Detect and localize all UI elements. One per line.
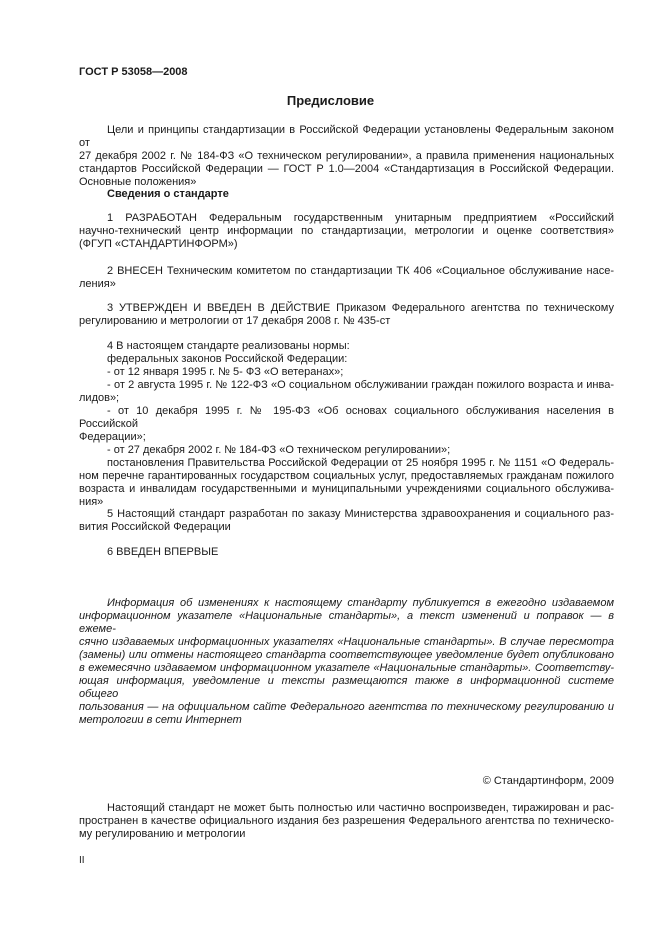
- notice-line: в ежемесячно издаваемом информационном указателе «Национальные стандарты». Соответству-: [79, 662, 614, 674]
- item-4-line: - от 12 января 1995 г. № 5- ФЗ «О ветеранах»;: [107, 366, 344, 378]
- notice-line: (замены) или отмены настоящего стандарта соответствующее уведомление будет опубликовано: [79, 649, 614, 661]
- item-4-line: - от 2 августа 1995 г. № 122-ФЗ «О социальном обслуживании граждан пожилого возраста и инва-: [107, 379, 614, 391]
- item-2-line: ления»: [79, 278, 116, 290]
- page-title: Предисловие: [286, 93, 375, 108]
- item-1-line: (ФГУП «СТАНДАРТИНФОРМ»): [79, 238, 238, 250]
- intro-line: Основные положения»: [79, 176, 197, 188]
- item-2-line: 2 ВНЕСЕН Техническим комитетом по стандартизации ТК 406 «Социальное обслуживание насе-: [107, 265, 614, 277]
- item-4-line: Федерации»;: [79, 431, 146, 443]
- item-2: [79, 265, 614, 291]
- item-5-line: вития Российской Федерации: [79, 521, 231, 533]
- item-1-line: 1 РАЗРАБОТАН Федеральным государственным унитарным предприятием «Российский: [107, 212, 614, 224]
- item-4-line: федеральных законов Российской Федерации:: [107, 353, 348, 365]
- rights-paragraph: [79, 802, 614, 841]
- notice-paragraph: [79, 597, 614, 727]
- item-4-line: ном перечне гарантированных государством социальных услуг, предоставляемых гражданам пожилого: [79, 470, 614, 482]
- intro-line: стандартов Российской Федерации — ГОСТ Р 1.0—2004 «Стандартизация в Российской Федерации.: [79, 163, 614, 175]
- info-heading: Сведения о стандарте: [107, 188, 229, 200]
- standard-header: ГОСТ Р 53058—2008: [79, 66, 188, 78]
- rights-line: му регулированию и метрологии: [79, 828, 246, 840]
- item-4-line: постановления Правительства Российской Федерации от 25 ноября 1995 г. № 1151 «О Федераль-: [107, 457, 614, 469]
- intro-paragraph: [79, 124, 614, 189]
- intro-line: 27 декабря 2002 г. № 184-ФЗ «О техническом регулировании», а правила применения национальных: [79, 150, 614, 162]
- rights-line: Настоящий стандарт не может быть полностью или частично воспроизведен, тиражирован и рас-: [107, 802, 614, 814]
- page-number: II: [79, 855, 85, 866]
- item-4-line: 4 В настоящем стандарте реализованы нормы:: [107, 340, 350, 352]
- notice-line: метрологии в сети Интернет: [79, 714, 242, 726]
- item-3: [79, 302, 614, 328]
- item-4: [79, 340, 614, 509]
- item-1: [79, 212, 614, 251]
- item-4-line: возраста и инвалидам государственными и муниципальными учреждениями социального обслужива-: [79, 483, 614, 495]
- copyright-notice: © Стандартинформ, 2009: [482, 775, 614, 787]
- notice-line: Информация об изменениях к настоящему стандарту публикуется в ежегодно издаваемом: [107, 597, 614, 609]
- item-5-line: 5 Настоящий стандарт разработан по заказу Министерства здравоохранения и социального раз-: [107, 508, 614, 520]
- item-4-line: - от 10 декабря 1995 г. № 195-ФЗ «Об основах социального обслуживания населения в Российской: [79, 405, 614, 430]
- rights-line: пространен в качестве официального издания без разрешения Федерального агентства по техническо-: [79, 815, 614, 827]
- item-3-line: 3 УТВЕРЖДЕН И ВВЕДЕН В ДЕЙСТВИЕ Приказом Федерального агентства по техническому: [107, 302, 614, 314]
- item-4-line: ния»: [79, 496, 104, 508]
- item-4-line: лидов»;: [79, 392, 120, 404]
- notice-line: сячно издаваемых информационных указателях «Национальные стандарты». В случае пересмотра: [79, 636, 614, 648]
- item-4-line: - от 27 декабря 2002 г. № 184-ФЗ «О техническом регулировании»;: [107, 444, 451, 456]
- notice-line: ющая информация, уведомление и тексты размещаются также в информационной системе общего: [79, 675, 614, 700]
- item-3-line: регулированию и метрологии от 17 декабря 2008 г. № 435-ст: [79, 315, 391, 327]
- item-6: 6 ВВЕДЕН ВПЕРВЫЕ: [107, 546, 219, 558]
- notice-line: пользования — на официальном сайте Федерального агентства по техническому регулированию и: [79, 701, 614, 713]
- item-1-line: научно-технический центр информации по стандартизации, метрологии и оценке соответствия»: [79, 225, 614, 237]
- intro-line: Цели и принципы стандартизации в Российской Федерации установлены Федеральным законом от: [79, 124, 614, 149]
- notice-line: информационном указателе «Национальные стандарты», а текст изменений и поправок — в ежеме-: [79, 610, 614, 635]
- item-5: [79, 508, 614, 534]
